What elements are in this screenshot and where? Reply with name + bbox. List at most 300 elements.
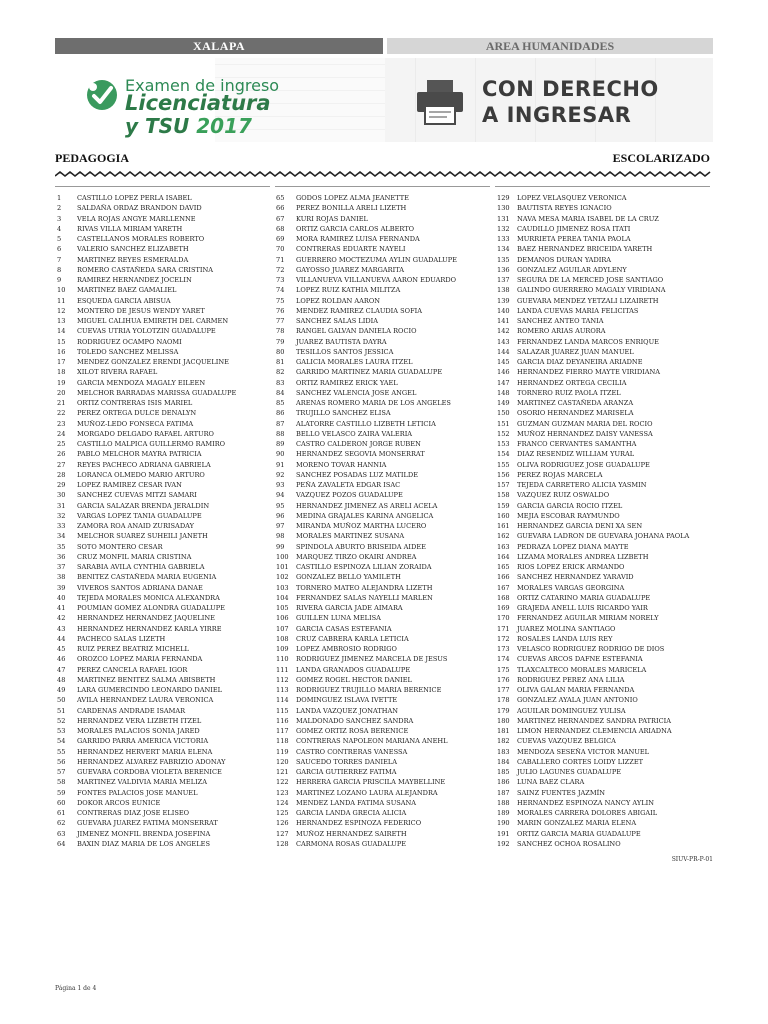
list-item-name: GARCIA LANDA GRECIA ALICIA: [296, 809, 407, 817]
list-item-number: 59: [57, 788, 66, 797]
list-item-name: MONTERO DE JESUS WENDY YARET: [77, 306, 205, 315]
list-item: [497, 244, 717, 254]
list-item-number: 189: [497, 809, 510, 817]
list-item-number: 48: [57, 675, 66, 684]
list-item: [276, 234, 491, 244]
list-item: [497, 644, 717, 654]
list-item-number: 117: [276, 727, 289, 735]
list-item-number: 124: [276, 798, 289, 807]
list-item: [276, 460, 491, 470]
list-item: [497, 480, 717, 490]
list-item-name: JUAREZ MOLINA SANTIAGO: [517, 624, 616, 633]
list-item-number: 147: [497, 378, 510, 387]
list-item-number: 174: [497, 655, 510, 664]
header-bar: [55, 38, 713, 54]
list-item-number: 152: [497, 429, 510, 438]
list-item-number: 106: [276, 614, 289, 623]
list-item-number: 186: [497, 778, 510, 787]
list-item-name: SANCHEZ POSADAS LUZ MATILDE: [296, 470, 419, 479]
list-item: [497, 726, 717, 736]
list-item-number: 39: [57, 583, 66, 592]
list-item-name: VALERIO SANCHEZ ELIZABETH: [77, 245, 189, 254]
list-item-number: 87: [276, 419, 285, 428]
list-item-number: 163: [497, 542, 510, 551]
list-item: [276, 296, 491, 306]
list-item-name: DEMANOS DURAN YADIRA: [517, 255, 612, 264]
list-item-name: LOPEZ ROLDAN AARON: [296, 296, 381, 305]
list-item-number: 62: [57, 819, 66, 828]
list-item-name: MUÑOZ HERNANDEZ SAIRETH: [296, 829, 407, 838]
list-item-number: 113: [276, 686, 289, 694]
list-item-name: PABLO MELCHOR MAYRA PATRICIA: [77, 450, 202, 459]
list-item: [57, 572, 272, 582]
list-item-name: CASTILLO ESPINOZA LILIAN ZORAIDA: [296, 563, 432, 571]
list-item-name: GOMEZ ORTIZ ROSA BERENICE: [296, 727, 409, 735]
list-item: [497, 285, 717, 295]
list-item-name: HERNANDEZ HERNANDEZ JAQUELINE: [77, 614, 215, 623]
list-item: [497, 275, 717, 285]
list-item-name: RUIZ PEREZ BEATRIZ MICHELL: [77, 645, 189, 653]
list-item-name: LIMON HERNANDEZ CLEMENCIA ARIADNA: [517, 727, 672, 735]
list-item-number: 100: [276, 552, 289, 561]
list-item-name: HERNANDEZ HERNANDEZ KARLA YIRRE: [77, 624, 222, 633]
list-item: [276, 285, 491, 295]
list-item: [57, 244, 272, 254]
list-item: [57, 296, 272, 306]
list-item-name: DIAZ RESENDIZ WILLIAM YURAL: [517, 450, 635, 459]
list-item-number: 96: [276, 511, 285, 520]
list-item: [276, 736, 491, 746]
list-item-number: 68: [276, 224, 285, 233]
list-item: [57, 357, 272, 367]
list-item: [276, 624, 491, 634]
list-item-name: FRANCO CERVANTES SAMANTHA: [517, 440, 637, 448]
list-item-name: FERNANDEZ AGUILAR MIRIAM NORELY: [517, 614, 659, 623]
list-item-name: SANCHEZ ANTEO TANIA: [517, 317, 604, 325]
list-item-name: RIVERA GARCIA JADE AIMARA: [296, 604, 403, 612]
area-label: AREA HUMANIDADES: [387, 38, 713, 54]
list-item-name: CUEVAS VAZQUEZ BELGICA: [517, 737, 616, 746]
list-item: [497, 531, 717, 541]
list-item: [497, 316, 717, 326]
list-item-name: BAEZ HERNANDEZ BRICEIDA YARETH: [517, 245, 653, 254]
list-item-name: VAZQUEZ POZOS GUADALUPE: [296, 491, 403, 500]
list-item-number: 164: [497, 552, 510, 561]
list-item-number: 154: [497, 450, 510, 459]
list-item: [57, 736, 272, 746]
list-item: [57, 562, 272, 572]
list-item: [57, 644, 272, 654]
list-item-number: 136: [497, 265, 510, 274]
list-item-number: 156: [497, 470, 510, 479]
list-item-name: HERNANDEZ FIERRO MAYTE VIRIDIANA: [517, 368, 661, 377]
list-item-number: 121: [276, 768, 289, 776]
list-item-number: 3: [57, 214, 62, 223]
list-item: [276, 347, 491, 357]
list-item: [57, 470, 272, 480]
logo-mark-icon: [85, 78, 119, 112]
list-item-name: ALATORRE CASTILLO LIZBETH LETICIA: [296, 419, 436, 428]
list-item-number: 122: [276, 778, 289, 787]
list-item-name: PEREZ BONILLA ARELI LIZETH: [296, 204, 407, 213]
list-item: [497, 511, 717, 521]
list-item-number: 13: [57, 317, 66, 325]
list-item-name: PACHECO SALAS LIZETH: [77, 634, 166, 643]
list-item: [57, 265, 272, 275]
list-item-name: SPINDOLA ABURTO BRISEIDA AIDEE: [296, 542, 426, 551]
list-item-number: 80: [276, 347, 285, 356]
list-item-number: 130: [497, 204, 510, 213]
list-item: [497, 839, 717, 849]
list-item-name: MURRIETA PEREA TANIA PAOLA: [517, 235, 631, 243]
list-item-name: PEDRAZA LOPEZ DIANA MAYTE: [517, 542, 629, 551]
list-item-number: 24: [57, 429, 66, 438]
list-item: [497, 695, 717, 705]
list-item: [497, 501, 717, 511]
list-item: [497, 408, 717, 418]
list-item-name: GONZALEZ BELLO YAMILETH: [296, 573, 401, 582]
list-item: [57, 501, 272, 511]
logo-line-1: Examen de ingreso: [125, 76, 280, 95]
list-item: [57, 460, 272, 470]
column-rule-3: [495, 186, 710, 187]
list-item: [276, 634, 491, 644]
list-item-number: 67: [276, 214, 285, 223]
list-item-number: 110: [276, 655, 289, 664]
list-item-name: GUERRERO MOCTEZUMA AYLIN GUADALUPE: [296, 255, 457, 264]
list-item-name: DOMINGUEZ ISLAVA IVETTE: [296, 696, 398, 705]
list-item-name: SAINZ FUENTES JAZMÍN: [517, 788, 605, 797]
list-item-name: SARABIA AVILA CYNTHIA GABRIELA: [77, 563, 205, 571]
list-item-name: LOPEZ VELASQUEZ VERONICA: [517, 194, 627, 202]
list-item-name: FERNANDEZ LANDA MARCOS ENRIQUE: [517, 337, 659, 346]
list-item: [57, 429, 272, 439]
list-item-name: BENITEZ CASTAÑEDA MARIA EUGENIA: [77, 573, 217, 582]
list-item-number: 77: [276, 317, 285, 325]
list-item-number: 108: [276, 634, 289, 643]
list-item: [276, 203, 491, 213]
list-item: [276, 449, 491, 459]
list-item-name: MARTINEZ VALDIVIA MARIA MELIZA: [77, 778, 208, 787]
list-item-number: 116: [276, 716, 289, 725]
list-item-name: MEJIA ESCOBAR RAYMUNDO: [517, 511, 620, 520]
list-item: [276, 511, 491, 521]
list-item-number: 43: [57, 624, 66, 633]
list-item-number: 145: [497, 358, 510, 366]
list-item-name: OLIVA GALAN MARIA FERNANDA: [517, 686, 635, 694]
list-item-name: CARDENAS ANDRADE ISAMAR: [77, 706, 186, 715]
list-item-name: CUEVAS UTRIA YOLOTZIN GUADALUPE: [77, 327, 216, 336]
list-item-number: 127: [276, 829, 289, 838]
list-item: [497, 593, 717, 603]
list-item-name: RANGEL GALVAN DANIELA ROCIO: [296, 327, 417, 336]
list-item: [276, 562, 491, 572]
list-item-name: GARCIA CASAS ESTEFANIA: [296, 624, 392, 633]
list-item-number: 82: [276, 368, 285, 377]
list-item-name: PEREZ ROJAS MARCELA: [517, 470, 603, 479]
list-item-number: 49: [57, 686, 66, 694]
list-item-number: 8: [57, 265, 62, 274]
list-item-number: 118: [276, 737, 289, 746]
logo-line-3a: y TSU: [125, 114, 190, 138]
list-item-name: JUAREZ BAUTISTA DAYRA: [296, 337, 387, 346]
list-item-number: 15: [57, 337, 66, 346]
list-item: [497, 439, 717, 449]
list-item: [497, 542, 717, 552]
list-item-name: RODRIGUEZ PEREZ ANA LILIA: [517, 675, 625, 684]
list-item-name: GONZALEZ AGUILAR ADYLENY: [517, 265, 627, 274]
list-item: [57, 531, 272, 541]
list-item-name: MALDONADO SANCHEZ SANDRA: [296, 716, 414, 725]
list-item-number: 17: [57, 358, 66, 366]
list-item: [276, 439, 491, 449]
list-item-number: 26: [57, 450, 66, 459]
list-item-name: JULIO LAGUNES GUADALUPE: [517, 768, 622, 776]
list-item-name: ORTIZ CONTRERAS ISIS MARIEL: [77, 399, 193, 407]
list-item: [276, 480, 491, 490]
list-item-number: 78: [276, 327, 285, 336]
list-item-number: 126: [276, 819, 289, 828]
list-item-name: HERRERA GARCIA PRISCILA MAYBELLINE: [296, 778, 446, 787]
list-item: [497, 326, 717, 336]
list-item: [57, 808, 272, 818]
list-item-number: 54: [57, 737, 66, 746]
list-item: [276, 429, 491, 439]
list-item-number: 71: [276, 255, 285, 264]
list-item: [497, 203, 717, 213]
list-item: [276, 419, 491, 429]
list-item-name: SALAZAR JUAREZ JUAN MANUEL: [517, 347, 634, 356]
list-item: [497, 654, 717, 664]
list-item: [497, 337, 717, 347]
list-item-number: 25: [57, 440, 66, 448]
list-item: [57, 439, 272, 449]
list-item-name: GUEVARA JUAREZ FATIMA MONSERRAT: [77, 819, 218, 828]
list-item-number: 167: [497, 583, 510, 592]
list-item-name: CASTILLO LOPEZ PERLA ISABEL: [77, 194, 192, 202]
list-item-name: BAUTISTA REYES IGNACIO: [517, 204, 612, 213]
list-item-number: 92: [276, 470, 285, 479]
list-item: [57, 337, 272, 347]
list-item: [497, 829, 717, 839]
list-item-number: 94: [276, 491, 285, 500]
list-item: [497, 685, 717, 695]
list-item-number: 165: [497, 563, 510, 571]
list-item-number: 75: [276, 296, 285, 305]
list-item-number: 53: [57, 727, 66, 735]
list-item: [276, 665, 491, 675]
list-item: [57, 275, 272, 285]
list-item-name: MARQUEZ TIRZO OKAIRI ANDREA: [296, 552, 417, 561]
list-item-number: 14: [57, 327, 66, 336]
list-item: [57, 326, 272, 336]
list-item-name: GARCIA GUTIERREZ FATIMA: [296, 768, 397, 776]
list-item: [276, 593, 491, 603]
list-item: [497, 398, 717, 408]
list-item-number: 190: [497, 819, 510, 828]
list-item-number: 7: [57, 255, 62, 264]
list-item-number: 64: [57, 839, 66, 848]
list-item: [276, 388, 491, 398]
list-item-name: HERNANDEZ ESPINOZA FEDERICO: [296, 819, 422, 828]
list-item-name: SANCHEZ SALAS LIDIA: [296, 317, 379, 325]
list-item: [497, 378, 717, 388]
list-item: [497, 449, 717, 459]
list-item-number: 143: [497, 337, 510, 346]
list-item: [57, 747, 272, 757]
list-item-number: 105: [276, 604, 289, 612]
list-item: [276, 224, 491, 234]
list-item-number: 159: [497, 501, 510, 510]
list-item-name: MARTINEZ BAEZ GAMALIEL: [77, 286, 177, 295]
list-item-name: BELLO VELASCO ZAIRA VALERIA: [296, 429, 413, 438]
list-item: [497, 634, 717, 644]
list-item-number: 46: [57, 655, 66, 664]
list-item-number: 182: [497, 737, 510, 746]
list-item-name: LOPEZ AMBROSIO RODRIGO: [296, 645, 397, 653]
list-item-name: VILLANUEVA VILLANUEVA AARON EDUARDO: [296, 276, 457, 284]
list-item-name: GUILLEN LUNA MELISA: [296, 614, 381, 623]
list-item: [276, 521, 491, 531]
list-item-number: 50: [57, 696, 66, 705]
list-item-number: 63: [57, 829, 66, 838]
list-item-name: SOTO MONTERO CESAR: [77, 542, 163, 551]
list-item: [57, 347, 272, 357]
list-item: [497, 675, 717, 685]
list-item-number: 153: [497, 440, 510, 448]
list-item-name: GODOS LOPEZ ALMA JEANETTE: [296, 194, 409, 202]
list-item-name: GRAJEDA ANELL LUIS RICARDO YAIR: [517, 604, 648, 612]
list-item-name: MELCHOR SUAREZ SUHEILI JANETH: [77, 532, 208, 541]
list-item-number: 12: [57, 306, 66, 315]
list-item-number: 74: [276, 286, 285, 295]
list-item: [497, 767, 717, 777]
list-item-name: MORENO TOVAR HANNIA: [296, 460, 387, 469]
list-item-name: HERNANDEZ ORTEGA CECILIA: [517, 378, 627, 387]
list-item: [57, 234, 272, 244]
list-item: [276, 716, 491, 726]
list-item: [497, 552, 717, 562]
list-item-name: RODRIGUEZ JIMENEZ MARCELA DE JESUS: [296, 655, 448, 664]
list-item-name: LORANCA OLMEDO MARIO ARTURO: [77, 470, 205, 479]
list-item-number: 171: [497, 624, 510, 633]
list-item-name: VAZQUEZ RUIZ OSWALDO: [517, 491, 610, 500]
list-item: [497, 490, 717, 500]
list-item-number: 120: [276, 757, 289, 766]
list-item-number: 84: [276, 388, 285, 397]
list-item-name: RAMIREZ HERNANDEZ JOCELIN: [77, 276, 192, 284]
list-item: [57, 777, 272, 787]
list-item: [57, 542, 272, 552]
list-item: [276, 531, 491, 541]
list-item-name: HERNANDEZ JIMENEZ AS ARELI ACELA: [296, 501, 438, 510]
list-item: [57, 388, 272, 398]
list-item-number: 188: [497, 798, 510, 807]
list-item-number: 45: [57, 645, 66, 653]
list-item-name: GARCIA GARCIA ROCIO ITZEL: [517, 501, 623, 510]
list-item-number: 183: [497, 747, 510, 756]
list-item-name: ROMERO ARIAS AURORA: [517, 327, 606, 336]
list-item-name: KURI ROJAS DANIEL: [296, 214, 368, 223]
list-item: [497, 367, 717, 377]
list-item: [276, 398, 491, 408]
list-item-name: DOKOR ARCOS EUNICE: [77, 798, 161, 807]
list-item: [57, 480, 272, 490]
list-item: [497, 234, 717, 244]
list-item-number: 52: [57, 716, 66, 725]
list-item: [57, 624, 272, 634]
list-item-name: MENDEZ GONZALEZ ERENDI JACQUELINE: [77, 358, 229, 366]
list-item: [497, 757, 717, 767]
list-item-name: RIOS LOPEZ ERICK ARMANDO: [517, 563, 625, 571]
list-item-number: 4: [57, 224, 62, 233]
list-item: [497, 224, 717, 234]
list-item-number: 129: [497, 194, 510, 202]
list-item-name: CARMONA ROSAS GUADALUPE: [296, 839, 407, 848]
list-item-name: MARTINEZ CASTAÑEDA ARANZA: [517, 399, 634, 407]
list-item: [497, 193, 717, 203]
list-item-number: 37: [57, 563, 66, 571]
list-item-name: GUEVARA LADRON DE GUEVARA JOHANA PAOLA: [517, 532, 690, 541]
name-column-1: [57, 193, 272, 849]
column-rule-2: [275, 186, 490, 187]
list-item-number: 166: [497, 573, 510, 582]
list-item: [276, 490, 491, 500]
list-item: [497, 613, 717, 623]
list-item-name: ROMERO CASTAÑEDA SARA CRISTINA: [77, 265, 214, 274]
list-item-name: XILOT RIVERA RAFAEL: [77, 368, 158, 377]
list-item: [276, 244, 491, 254]
list-item-name: AVILA HERNANDEZ LAURA VERONICA: [77, 696, 214, 705]
list-item-name: VIVEROS SANTOS ADRIANA DANAE: [77, 583, 203, 592]
list-item: [276, 767, 491, 777]
list-item-name: NAVA MESA MARIA ISABEL DE LA CRUZ: [517, 214, 659, 223]
list-item: [276, 501, 491, 511]
list-item-name: ORTIZ RAMIREZ ERICK YAEL: [296, 378, 398, 387]
list-item-number: 148: [497, 388, 510, 397]
list-item-name: HERNANDEZ VERA LIZBETH ITZEL: [77, 716, 202, 725]
list-item-number: 172: [497, 634, 510, 643]
list-item: [276, 829, 491, 839]
list-item-name: ARENAS ROMERO MARIA DE LOS ANGELES: [296, 399, 451, 407]
list-item-name: MORALES MARTINEZ SUSANA: [296, 532, 405, 541]
list-item-number: 101: [276, 563, 289, 571]
list-item: [276, 747, 491, 757]
list-item: [57, 593, 272, 603]
list-item-name: OROZCO LOPEZ MARIA FERNANDA: [77, 655, 203, 664]
list-item: [497, 572, 717, 582]
list-item: [276, 654, 491, 664]
list-item: [57, 255, 272, 265]
list-item: [57, 818, 272, 828]
list-item: [497, 818, 717, 828]
list-item: [276, 706, 491, 716]
list-item: [276, 408, 491, 418]
logo-year: 2017: [196, 114, 252, 138]
list-item: [57, 214, 272, 224]
list-item-number: 81: [276, 358, 285, 366]
list-item-name: MORALES PALACIOS SONIA JARED: [77, 727, 200, 735]
list-item-number: 170: [497, 614, 510, 623]
list-item: [276, 798, 491, 808]
list-item: [57, 224, 272, 234]
stamp-line-1: CON DERECHO: [482, 77, 659, 101]
list-item-number: 177: [497, 686, 510, 694]
list-item-name: SANCHEZ HERNANDEZ YARAVID: [517, 573, 634, 582]
list-item-number: 70: [276, 245, 285, 254]
list-item-number: 90: [276, 450, 285, 459]
list-item: [57, 408, 272, 418]
